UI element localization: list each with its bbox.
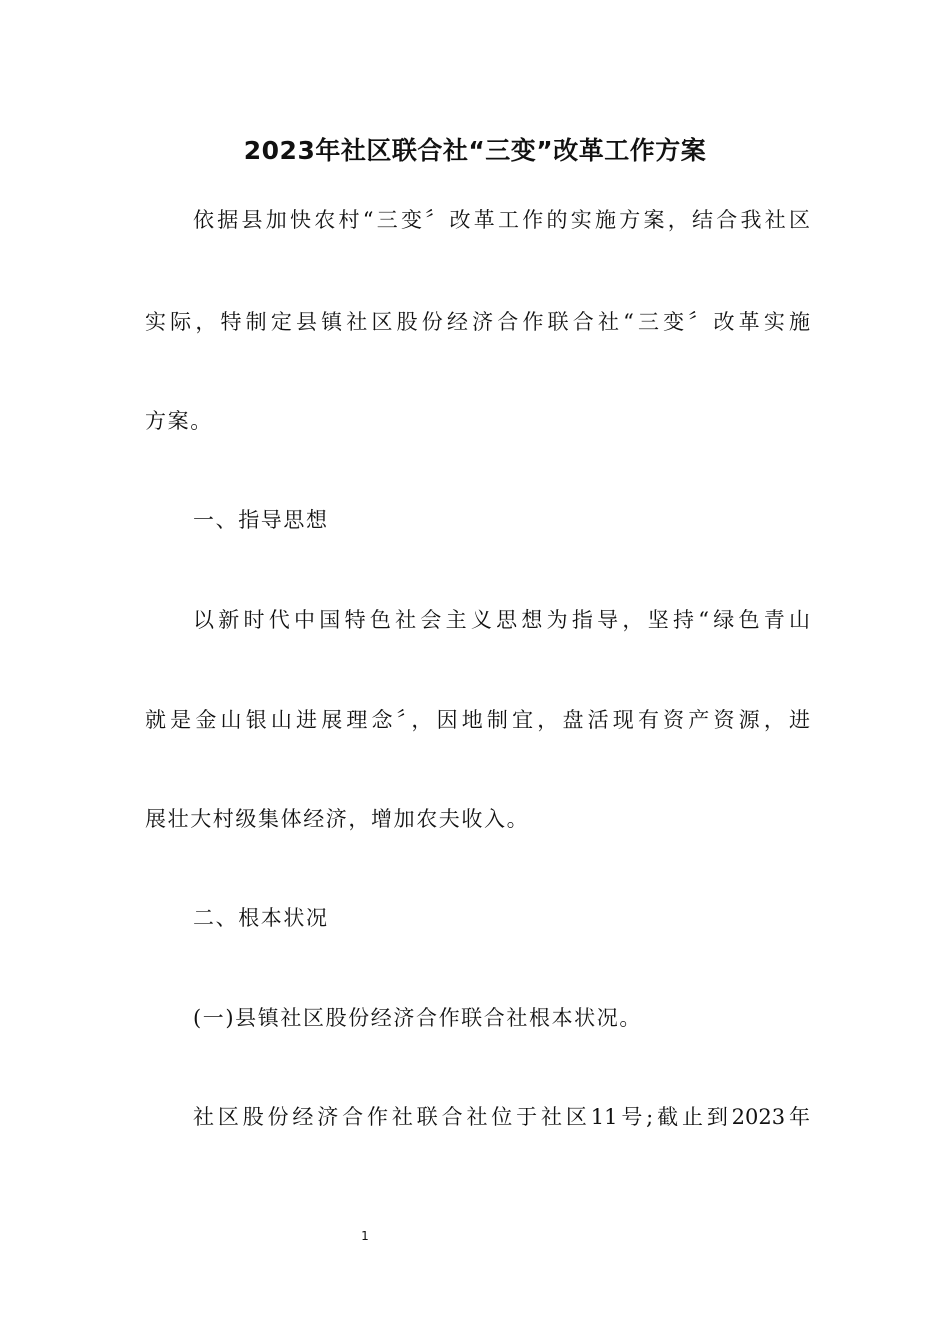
section-heading: 一、指导思想 — [193, 508, 329, 532]
subsection-heading: (一)县镇社区股份经济合作联合社根本状况。 — [193, 1006, 642, 1030]
paragraph-line: 依据县加快农村“三变〞改革工作的实施方案，结合我社区 — [193, 208, 810, 232]
paragraph-line: 方案。 — [145, 409, 213, 433]
page-number: 1 — [361, 1229, 369, 1243]
paragraph-line: 社区股份经济合作社联合社位于社区11号;截止到2023年 — [193, 1105, 810, 1129]
document-title: 2023年社区联合社“三变”改革工作方案 — [243, 136, 707, 165]
paragraph-line: 实际，特制定县镇社区股份经济合作联合社“三变〞改革实施 — [145, 310, 810, 334]
paragraph-line: 以新时代中国特色社会主义思想为指导，坚持“绿色青山 — [193, 608, 810, 632]
paragraph-line: 就是金山银山进展理念〞，因地制宜，盘活现有资产资源，进 — [145, 708, 810, 732]
paragraph-line: 展壮大村级集体经济，增加农夫收入。 — [145, 807, 530, 831]
section-heading: 二、根本状况 — [193, 906, 329, 930]
